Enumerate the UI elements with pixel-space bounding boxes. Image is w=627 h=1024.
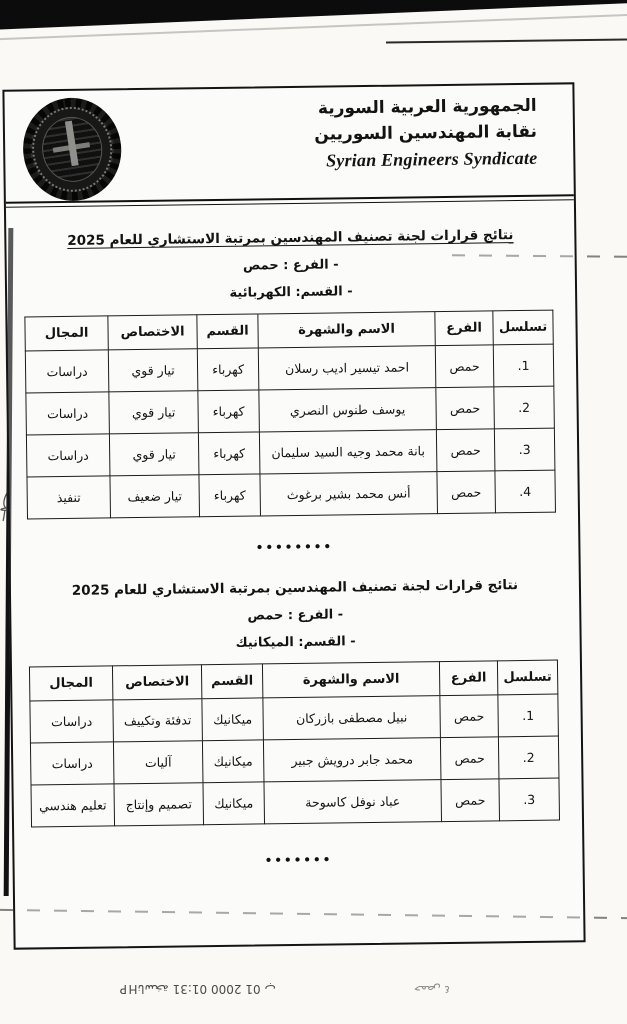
- column-header-field: المجال: [29, 666, 112, 701]
- dots-separator: ••••••••: [255, 539, 334, 555]
- cell-department: كهرباء: [199, 474, 261, 517]
- table-row: [31, 778, 560, 827]
- department-line: - القسم: الكهربائية: [229, 284, 353, 301]
- column-header-field: المجال: [25, 316, 108, 351]
- cell-department: ميكانيك: [203, 782, 265, 825]
- column-header-department: القسم: [197, 314, 258, 349]
- table-row: [30, 736, 559, 785]
- cell-name: عباد نوفل كاسوحة: [264, 780, 442, 824]
- cell-department: ميكانيك: [202, 698, 264, 741]
- syndicate-seal-icon: [16, 91, 129, 208]
- cell-name: نبيل مصطفى بازركان: [263, 696, 441, 740]
- dots-separator: •••••••: [264, 852, 333, 868]
- classification-table-electrical: [24, 310, 556, 520]
- cell-specialty: آليات: [113, 741, 203, 784]
- fax-stamp-upside-down: HPناسخة 01:31 2000 01 ب: [118, 982, 276, 996]
- cell-branch: حمص: [440, 695, 499, 738]
- document-border-frame: [2, 82, 585, 949]
- column-header-name: الاسم والشهرة: [262, 662, 439, 698]
- header-text-block: [314, 93, 538, 172]
- cell-branch: حمص: [437, 471, 496, 514]
- cell-name: احمد تيسير اديب رسلان: [258, 346, 436, 390]
- cell-field: دراسات: [26, 434, 110, 477]
- table-row: [26, 428, 555, 477]
- table-row: [25, 344, 554, 393]
- cell-name: أنس محمد بشير برغوث: [260, 472, 438, 516]
- cell-serial: .1: [498, 694, 559, 737]
- cell-field: دراسات: [25, 350, 109, 393]
- cell-serial: .2: [494, 386, 555, 429]
- cell-specialty: تيار قوي: [109, 391, 199, 434]
- cell-serial: .1: [493, 344, 554, 387]
- cell-field: تعليم هندسي: [31, 784, 115, 827]
- cell-field: دراسات: [30, 742, 114, 785]
- cell-department: كهرباء: [198, 432, 260, 475]
- cell-branch: حمص: [436, 387, 495, 430]
- column-header-branch: الفرع: [435, 311, 493, 346]
- department-line: - القسم: الميكانيك: [235, 634, 356, 651]
- column-header-serial: تسلسل: [493, 310, 553, 345]
- scan-artifact-top-right-line: [386, 39, 627, 44]
- table-row: [30, 694, 559, 743]
- table-row: [27, 470, 556, 519]
- cell-department: ميكانيك: [202, 740, 264, 783]
- section-title-mechanics: [33, 577, 557, 600]
- branch-line: - الفرع : حمص: [247, 607, 344, 624]
- column-header-name: الاسم والشهرة: [258, 312, 435, 348]
- cell-specialty: تصميم وإنتاج: [114, 783, 204, 826]
- cell-branch: حمص: [440, 737, 499, 780]
- country-name: الجمهورية العربية السورية: [317, 95, 537, 119]
- syndicate-name-arabic: نقابة المهندسين السوريين: [314, 122, 538, 146]
- cell-serial: .4: [495, 470, 556, 513]
- document-body: [6, 226, 582, 870]
- cell-name: بانة محمد وجيه السيد سليمان: [259, 430, 437, 474]
- column-header-specialty: الاختصاص: [108, 315, 197, 350]
- column-header-department: القسم: [201, 664, 262, 699]
- section-title-text: نتائج قرارات لجنة تصنيف المهندسين بمرتبة الاستشاري للعام 2025: [71, 577, 519, 599]
- cell-department: كهرباء: [198, 390, 260, 433]
- cell-serial: .3: [499, 778, 560, 821]
- cell-serial: .3: [494, 428, 555, 471]
- cell-branch: حمص: [435, 345, 494, 388]
- cell-serial: .2: [498, 736, 559, 779]
- cell-field: دراسات: [26, 392, 110, 435]
- document-header: [4, 84, 573, 201]
- cell-specialty: تدفئة وتكييف: [113, 699, 203, 742]
- cell-name: يوسف طنوس النصري: [259, 388, 437, 432]
- column-header-specialty: الاختصاص: [112, 665, 201, 700]
- syndicate-name-english: Syrian Engineers Syndicate: [325, 147, 538, 171]
- table-row: [26, 386, 555, 435]
- cell-field: دراسات: [30, 700, 114, 743]
- section-title-electrical: [28, 227, 552, 250]
- cell-field: تنفيذ: [27, 476, 111, 519]
- branch-line: - الفرع : حمص: [242, 257, 339, 274]
- cell-branch: حمص: [436, 429, 495, 472]
- column-header-branch: الفرع: [439, 661, 497, 696]
- section-title-text: نتائج قرارات لجنة تصنيف المهندسين بمرتبة الاستشاري للعام 2025: [67, 227, 514, 249]
- cell-specialty: تيار قوي: [109, 433, 199, 476]
- cell-specialty: تيار ضعيف: [110, 475, 200, 518]
- column-header-serial: تسلسل: [497, 660, 557, 695]
- cell-department: كهرباء: [197, 348, 259, 391]
- cell-name: محمد جابر درويش جبير: [263, 738, 441, 782]
- scan-footer-right-marks: حمص ٤: [413, 983, 451, 996]
- cell-specialty: تيار قوي: [108, 349, 198, 392]
- classification-table-mechanics: [29, 660, 560, 828]
- cell-branch: حمص: [441, 779, 500, 822]
